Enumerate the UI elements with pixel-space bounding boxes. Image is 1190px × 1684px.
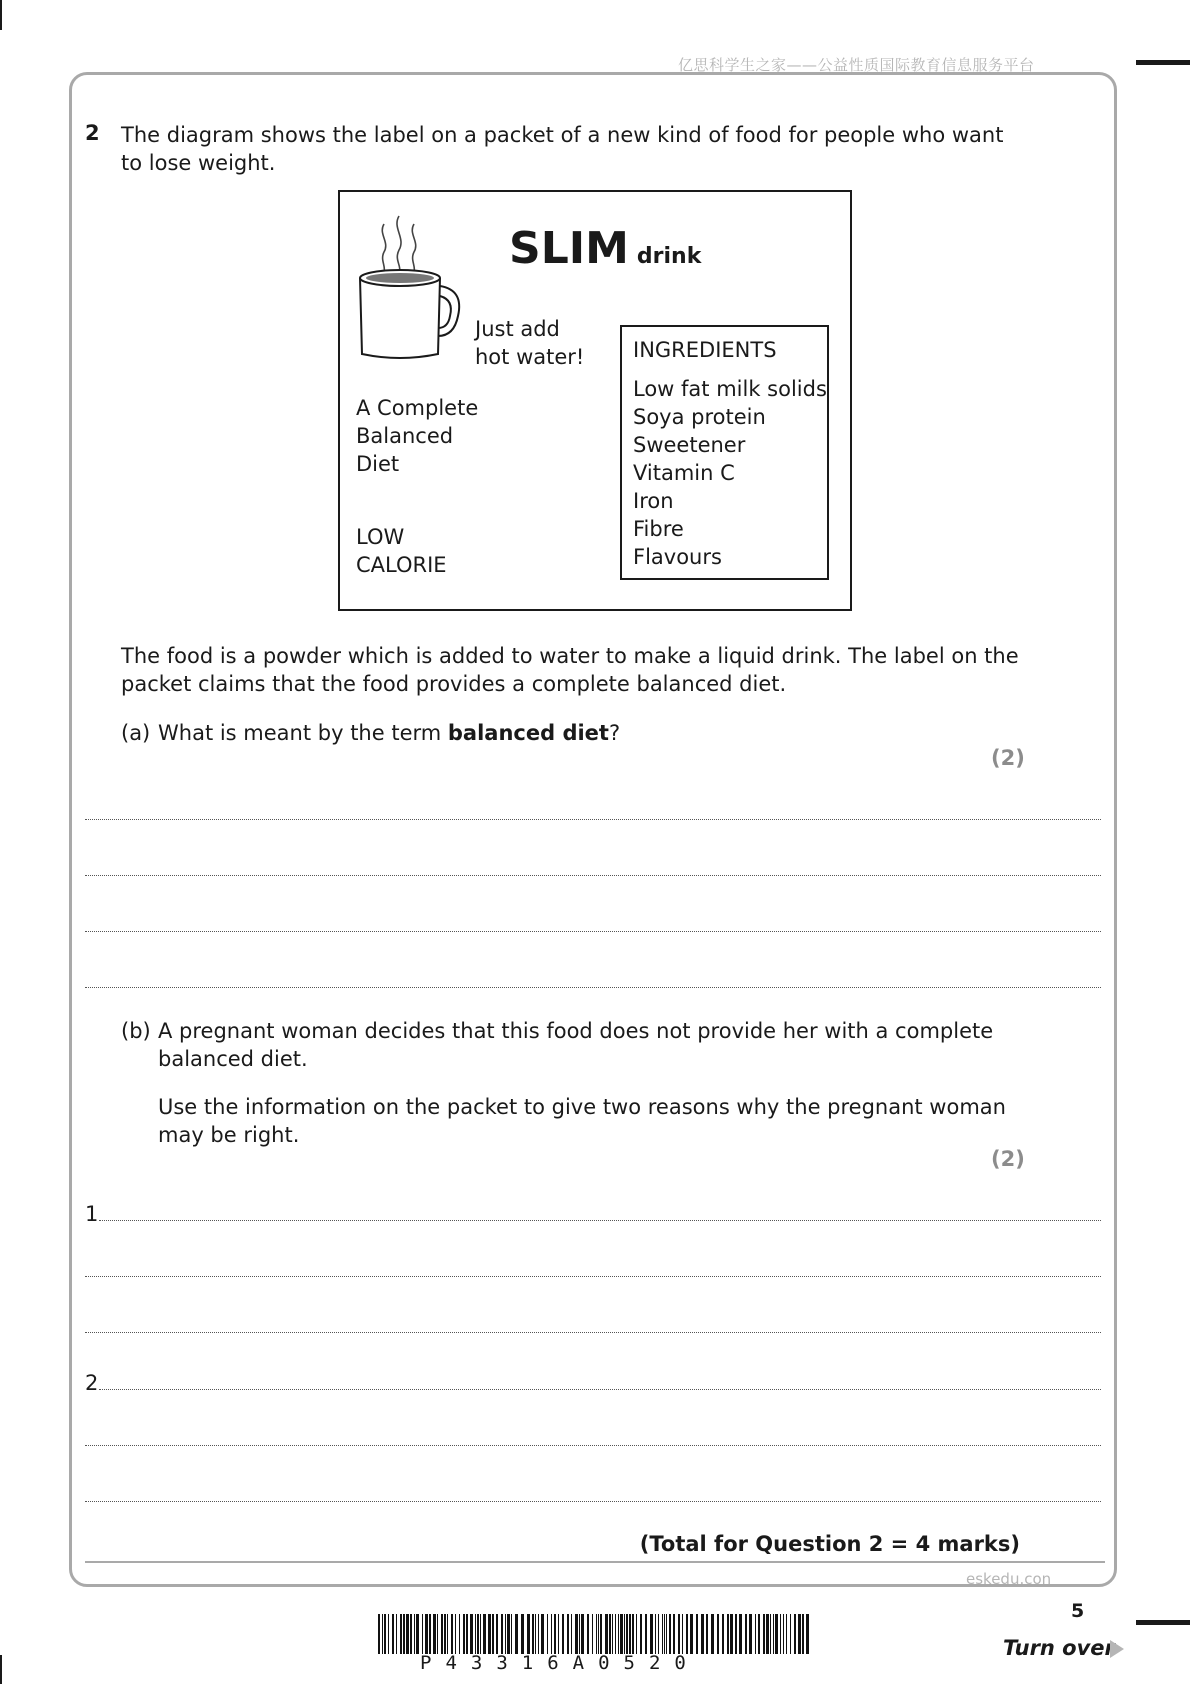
answer-line[interactable]	[85, 931, 1101, 932]
part-b-line1: A pregnant woman decides that this food does not provide her with a complete	[158, 1019, 994, 1043]
crop-mark-top-left	[0, 0, 2, 30]
answer-line[interactable]	[85, 1501, 1101, 1502]
low-calorie-line1: LOW	[356, 525, 405, 549]
claim-line3: Diet	[356, 452, 400, 476]
crop-mark-top-right	[1136, 60, 1190, 65]
answer-line[interactable]	[85, 875, 1101, 876]
answer-line[interactable]	[85, 1276, 1101, 1277]
part-a-term: balanced diet	[447, 721, 609, 745]
instruction-line1: Just add	[475, 317, 560, 341]
part-b-line3: Use the information on the packet to give two reasons why the pregnant woman	[158, 1095, 1006, 1119]
barcode	[378, 1614, 810, 1654]
steaming-mug-icon	[354, 212, 464, 362]
question-intro-line1: The diagram shows the label on a packet of a new kind of food for people who want	[121, 123, 1004, 147]
answer-2-label: 2	[85, 1371, 99, 1395]
brand-title: SLIM	[509, 223, 629, 274]
crop-mark-bottom-right	[1136, 1620, 1190, 1625]
instruction-line2: hot water!	[475, 345, 585, 369]
part-a-question-mark: ?	[608, 721, 621, 745]
ingredient-item: Iron	[633, 489, 674, 513]
turn-over-arrow-icon	[1110, 1640, 1124, 1658]
part-a-question	[158, 719, 620, 747]
part-a-label: (a)	[121, 721, 151, 745]
total-rule	[85, 1561, 1105, 1563]
page-number: 5	[1071, 1600, 1085, 1622]
brand-name	[509, 224, 701, 282]
part-b-label: (b)	[121, 1019, 151, 1043]
ingredient-item: Fibre	[633, 517, 684, 541]
answer-1-label: 1	[85, 1202, 99, 1226]
part-b-marks: (2)	[991, 1147, 1025, 1171]
question-number: 2	[85, 121, 100, 145]
answer-line[interactable]	[85, 1445, 1101, 1446]
body-line2: packet claims that the food provides a complete balanced diet.	[121, 672, 787, 696]
answer-line[interactable]	[99, 1389, 1101, 1390]
claim-line2: Balanced	[356, 424, 454, 448]
part-b-line2: balanced diet.	[158, 1047, 308, 1071]
ingredients-title: INGREDIENTS	[633, 338, 777, 362]
answer-line[interactable]	[99, 1220, 1101, 1221]
answer-line[interactable]	[85, 1332, 1101, 1333]
header-watermark: 亿思科学生之家——公益性质国际教育信息服务平台	[678, 56, 1035, 74]
part-b-line4: may be right.	[158, 1123, 300, 1147]
crop-mark-bottom-left	[0, 1655, 2, 1684]
turn-over-text: Turn over	[1003, 1636, 1115, 1660]
body-line1: The food is a powder which is added to water to make a liquid drink. The label on the	[121, 644, 1019, 668]
brand-suffix: drink	[636, 244, 702, 269]
part-a-marks: (2)	[991, 746, 1025, 770]
total-marks: (Total for Question 2 = 4 marks)	[639, 1532, 1020, 1556]
ingredient-item: Vitamin C	[633, 461, 735, 485]
answer-line[interactable]	[85, 819, 1101, 820]
low-calorie-line2: CALORIE	[356, 553, 447, 577]
ingredient-item: Low fat milk solids	[633, 377, 827, 401]
question-intro-line2: to lose weight.	[121, 151, 276, 175]
ingredient-item: Flavours	[633, 545, 722, 569]
ingredient-item: Sweetener	[633, 433, 746, 457]
answer-line[interactable]	[85, 987, 1101, 988]
part-a-text: What is meant by the term	[158, 721, 448, 745]
barcode-text: P43316A0520	[420, 1652, 700, 1674]
ingredient-item: Soya protein	[633, 405, 766, 429]
claim-line1: A Complete	[356, 396, 479, 420]
footer-watermark: eskedu.con	[966, 1570, 1052, 1588]
